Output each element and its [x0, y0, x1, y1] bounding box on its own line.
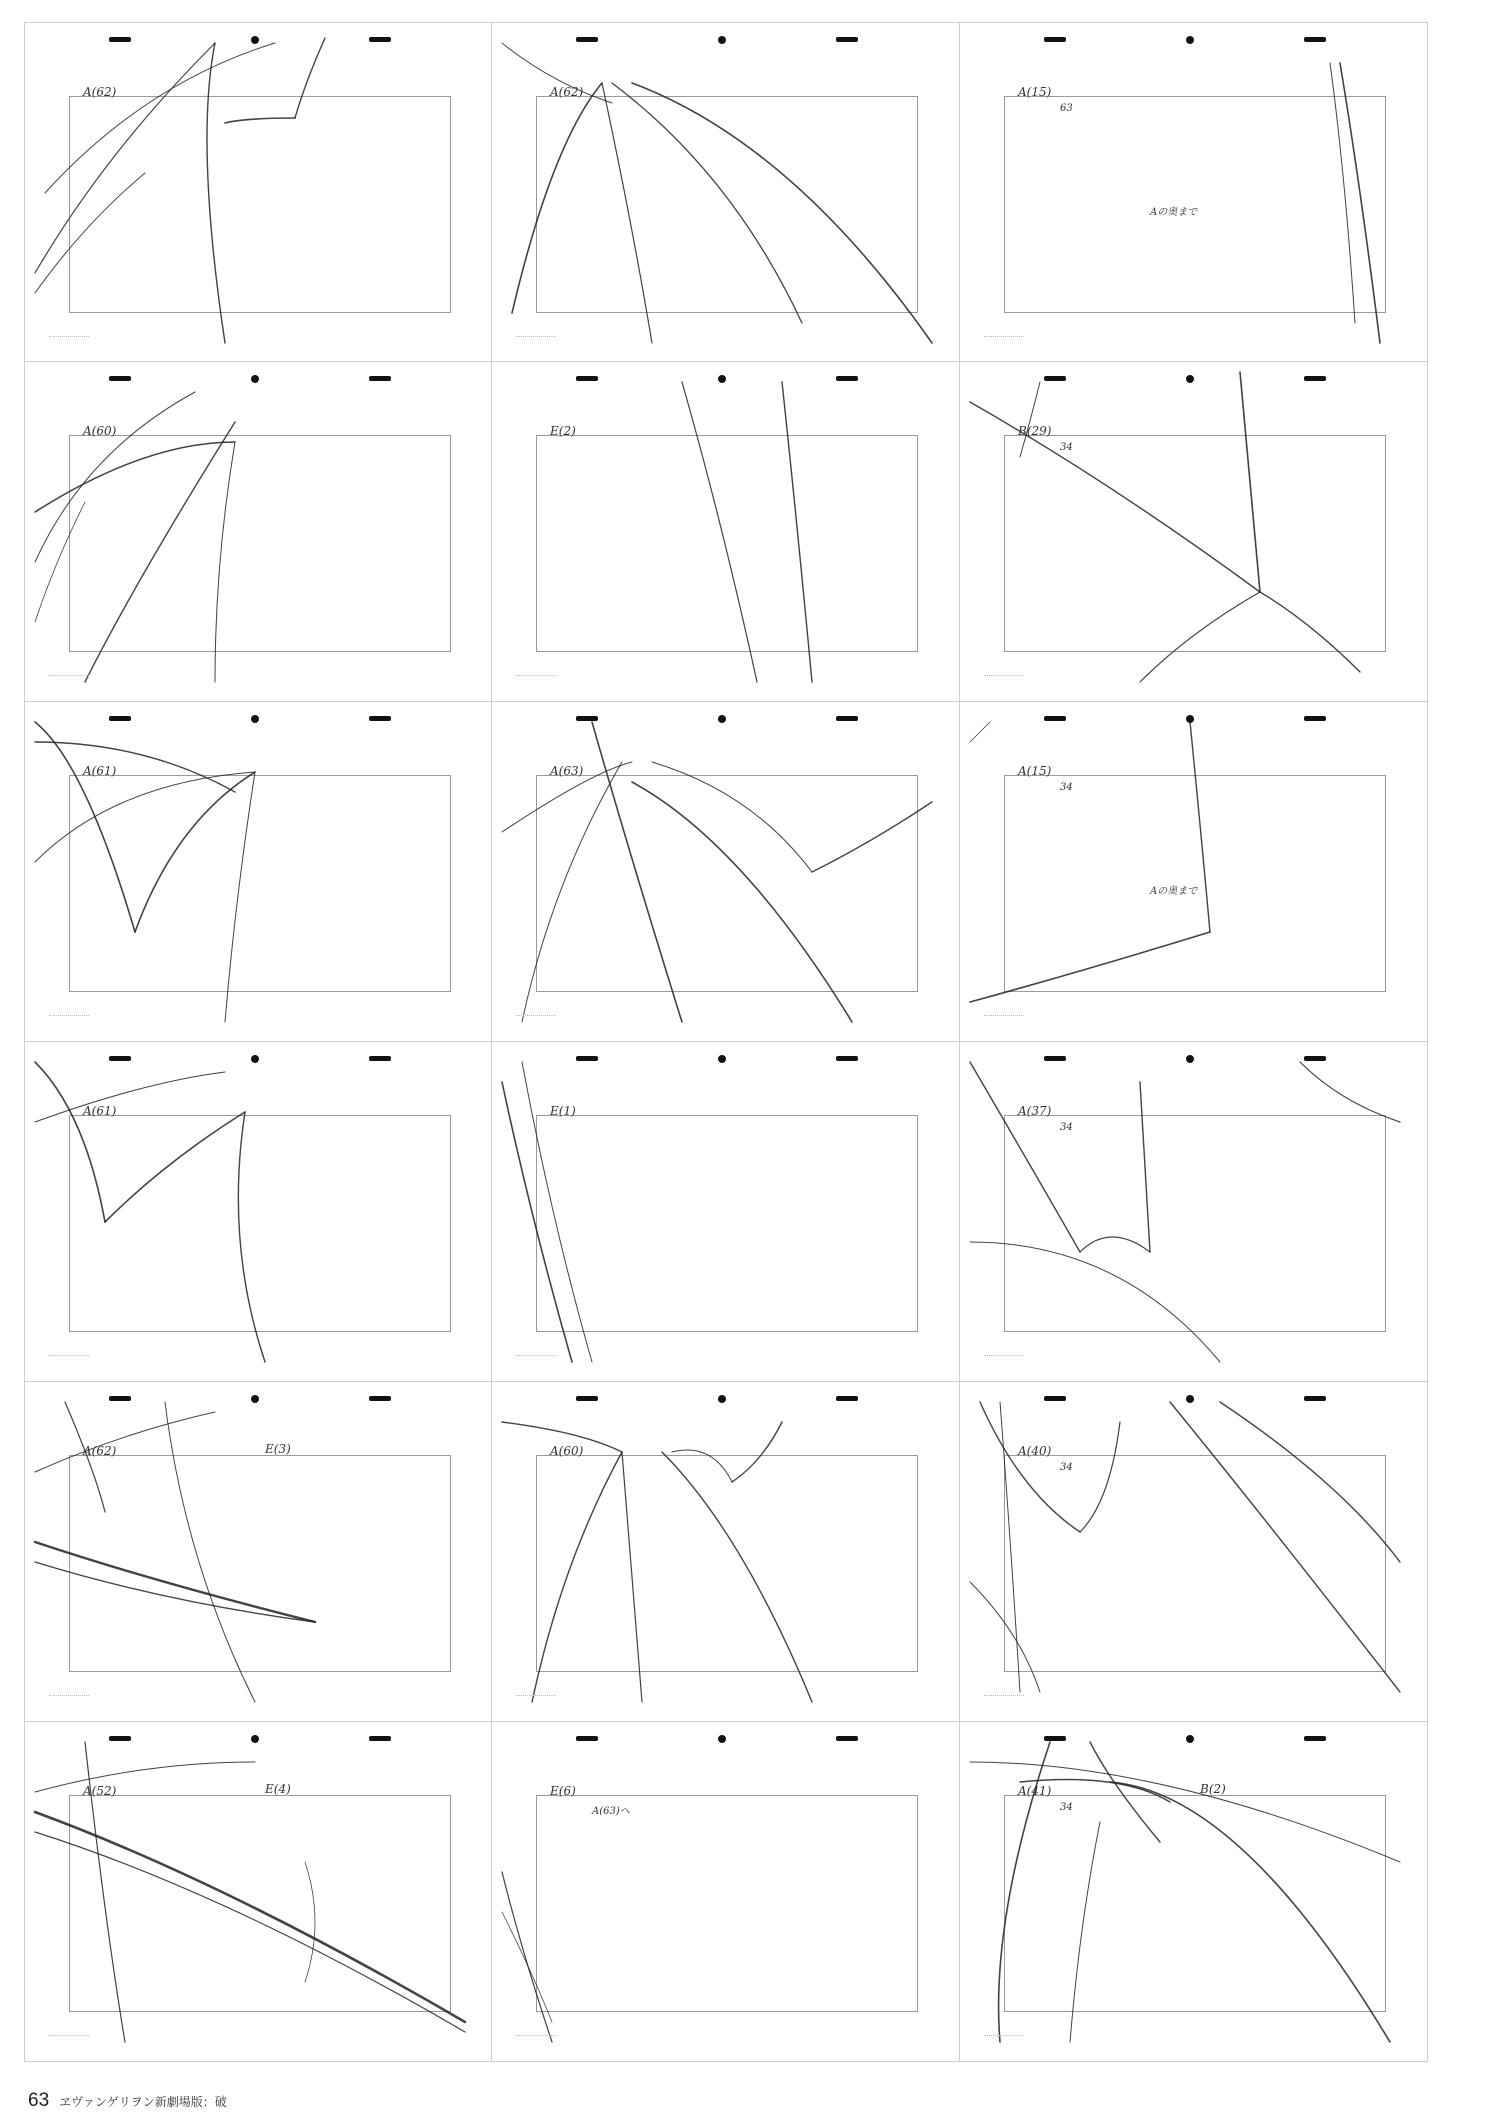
cel-label: A(52) — [83, 1784, 117, 1798]
page-footer — [28, 2090, 227, 2114]
stamp-line — [984, 2026, 1024, 2036]
sheet-stamp — [516, 327, 576, 347]
sketch-layer — [25, 1382, 492, 1722]
stamp-line — [516, 1686, 556, 1696]
sketch-stroke — [672, 1450, 732, 1482]
sketch-stroke — [522, 762, 622, 1022]
sketch-stroke — [1220, 1402, 1400, 1562]
sketch-stroke — [1330, 63, 1355, 323]
sketch-stroke — [662, 1452, 812, 1702]
animation-sheet — [960, 702, 1428, 1042]
sketch-stroke — [35, 502, 85, 622]
cel-label: A(60) — [550, 1444, 584, 1458]
stamp-line — [49, 666, 89, 676]
sketch-stroke — [35, 442, 235, 512]
stamp-line — [516, 1006, 556, 1016]
sketch-stroke — [682, 382, 757, 682]
sheet-stamp — [516, 666, 576, 686]
sketch-layer — [492, 1382, 960, 1722]
cel-label: E(4) — [265, 1782, 291, 1796]
cel-label: E(1) — [550, 1104, 576, 1118]
sketch-stroke — [1190, 722, 1210, 932]
cel-label: A(40) — [1018, 1444, 1052, 1458]
page-number: 63 — [28, 2090, 50, 2111]
sheet-grid — [24, 22, 1428, 2062]
sketch-stroke — [225, 118, 295, 123]
sketch-stroke — [502, 1912, 552, 2022]
sketch-stroke — [35, 392, 195, 562]
sketch-layer — [960, 23, 1428, 362]
sketch-stroke — [782, 382, 812, 682]
sketch-stroke — [1110, 1782, 1390, 2042]
sheet-note: 34 — [1060, 1462, 1073, 1473]
sketch-stroke — [207, 43, 225, 343]
sketch-stroke — [970, 1062, 1080, 1252]
animation-sheet — [24, 22, 492, 362]
cel-label: A(62) — [83, 85, 117, 99]
sheet-stamp — [984, 327, 1044, 347]
animation-sheet — [24, 1382, 492, 1722]
sketch-stroke — [35, 1562, 315, 1622]
stamp-line — [49, 1006, 89, 1016]
animation-sheet — [24, 362, 492, 702]
sheet-note: 34 — [1060, 782, 1073, 793]
sheet-note: Aの奥まで — [1150, 886, 1198, 897]
sheet-note: 34 — [1060, 1802, 1073, 1813]
stamp-line — [516, 666, 556, 676]
cel-label: B(2) — [1200, 1782, 1226, 1796]
sketch-layer — [25, 1722, 492, 2062]
animation-sheet — [492, 1722, 960, 2062]
sketch-stroke — [970, 1242, 1220, 1362]
sketch-stroke — [135, 772, 255, 932]
sheet-note: A(63)へ — [592, 1806, 630, 1817]
animation-sheet — [24, 1722, 492, 2062]
stamp-line — [984, 666, 1024, 676]
running-title: ヱヴァンゲリヲン新劇場版：破 — [59, 2095, 227, 2109]
sketch-stroke — [732, 1422, 782, 1482]
sketch-stroke — [532, 1452, 622, 1702]
sketch-stroke — [1170, 1402, 1400, 1692]
cel-label: A(61) — [83, 764, 117, 778]
sketch-stroke — [35, 43, 215, 273]
sketch-stroke — [35, 1412, 215, 1472]
animation-sheet — [960, 1722, 1428, 2062]
sketch-stroke — [35, 1072, 225, 1122]
sheet-stamp — [984, 666, 1044, 686]
sketch-stroke — [238, 1112, 265, 1362]
sheet-stamp — [49, 1006, 109, 1026]
animation-sheet — [960, 362, 1428, 702]
sketch-layer — [492, 1042, 960, 1382]
stamp-line — [516, 327, 556, 337]
sketch-stroke — [165, 1402, 255, 1702]
stamp-line — [49, 2026, 89, 2036]
animation-sheet — [960, 1382, 1428, 1722]
animation-sheet — [492, 1042, 960, 1382]
sheet-stamp — [516, 1006, 576, 1026]
sheet-stamp — [49, 666, 109, 686]
sketch-stroke — [602, 83, 652, 343]
cel-label: E(2) — [550, 424, 576, 438]
sheet-stamp — [49, 2026, 109, 2046]
sketch-stroke — [970, 1582, 1040, 1692]
sketch-stroke — [1080, 1237, 1150, 1252]
sketch-stroke — [35, 1062, 105, 1222]
animation-sheet — [960, 22, 1428, 362]
stamp-line — [49, 1346, 89, 1356]
sketch-layer — [960, 1042, 1428, 1382]
animation-sheet — [492, 1382, 960, 1722]
sheet-stamp — [49, 327, 109, 347]
sketch-layer — [960, 1722, 1428, 2062]
sketch-layer — [960, 702, 1428, 1042]
sketch-stroke — [970, 932, 1210, 1002]
cel-label: A(63) — [550, 764, 584, 778]
cel-label: E(3) — [265, 1442, 291, 1456]
stamp-line — [516, 1346, 556, 1356]
sketch-stroke — [1000, 1402, 1020, 1692]
sketch-stroke — [1140, 1082, 1150, 1252]
cel-label: A(62) — [550, 85, 584, 99]
sketch-layer — [25, 362, 492, 702]
sketch-stroke — [35, 1812, 465, 2022]
sketch-stroke — [105, 1112, 245, 1222]
sketch-stroke — [812, 802, 932, 872]
animation-sheet — [24, 1042, 492, 1382]
sketch-stroke — [1260, 592, 1360, 672]
sketch-layer — [960, 362, 1428, 702]
sketch-layer — [492, 362, 960, 702]
animation-sheet — [492, 702, 960, 1042]
sketch-stroke — [35, 742, 235, 792]
animation-sheet — [492, 362, 960, 702]
sketch-stroke — [1020, 382, 1040, 457]
sketch-stroke — [35, 1762, 255, 1792]
sketch-stroke — [512, 83, 602, 313]
sketch-layer — [492, 23, 960, 362]
sketch-stroke — [970, 722, 990, 742]
sheet-note: 34 — [1060, 1122, 1073, 1133]
sketch-stroke — [1300, 1062, 1400, 1122]
sheet-stamp — [516, 1346, 576, 1366]
sketch-stroke — [225, 772, 255, 1022]
sketch-layer — [492, 702, 960, 1042]
cel-label: A(62) — [83, 1444, 117, 1458]
sketch-stroke — [35, 1542, 315, 1622]
sketch-stroke — [1140, 592, 1260, 682]
sketch-stroke — [502, 1082, 572, 1362]
sheet-stamp — [984, 2026, 1044, 2046]
animation-sheet — [24, 702, 492, 1042]
sketch-stroke — [622, 1452, 642, 1702]
sheet-note: 34 — [1060, 442, 1073, 453]
sketch-stroke — [85, 422, 235, 682]
cel-label: A(15) — [1018, 85, 1052, 99]
sheet-stamp — [49, 1686, 109, 1706]
cel-label: A(41) — [1018, 1784, 1052, 1798]
sheet-note: 63 — [1060, 103, 1073, 114]
sketch-stroke — [970, 1762, 1400, 1862]
sheet-stamp — [516, 1686, 576, 1706]
sketch-layer — [492, 1722, 960, 2062]
animation-sheet — [492, 22, 960, 362]
sketch-stroke — [632, 83, 932, 343]
sheet-stamp — [516, 2026, 576, 2046]
cel-label: A(60) — [83, 424, 117, 438]
cel-label: A(37) — [1018, 1104, 1052, 1118]
stamp-line — [984, 1346, 1024, 1356]
stamp-line — [984, 1006, 1024, 1016]
sketch-stroke — [305, 1862, 315, 1982]
sketch-stroke — [502, 1872, 552, 2042]
sketch-stroke — [35, 173, 145, 293]
sheet-stamp — [984, 1346, 1044, 1366]
cel-label: B(29) — [1018, 424, 1052, 438]
stamp-line — [984, 1686, 1024, 1696]
sketch-stroke — [35, 722, 135, 932]
sheet-stamp — [49, 1346, 109, 1366]
cel-label: A(61) — [83, 1104, 117, 1118]
cel-label: A(15) — [1018, 764, 1052, 778]
sketch-stroke — [970, 402, 1260, 592]
animation-sheet — [960, 1042, 1428, 1382]
stamp-line — [49, 327, 89, 337]
sheet-stamp — [984, 1006, 1044, 1026]
sheet-stamp — [984, 1686, 1044, 1706]
sketch-layer — [960, 1382, 1428, 1722]
sketch-layer — [25, 702, 492, 1042]
sketch-layer — [25, 23, 492, 362]
stamp-line — [49, 1686, 89, 1696]
sketch-stroke — [1070, 1822, 1100, 2042]
sketch-stroke — [652, 762, 812, 872]
sketch-layer — [25, 1042, 492, 1382]
sketch-stroke — [1080, 1422, 1120, 1532]
sketch-stroke — [632, 782, 852, 1022]
sketch-stroke — [1240, 372, 1260, 592]
sketch-stroke — [215, 442, 235, 682]
stamp-line — [984, 327, 1024, 337]
sketch-stroke — [45, 43, 275, 193]
sheet-note: Aの奥まで — [1150, 207, 1198, 218]
stamp-line — [516, 2026, 556, 2036]
sketch-stroke — [295, 38, 325, 118]
cel-label: E(6) — [550, 1784, 576, 1798]
